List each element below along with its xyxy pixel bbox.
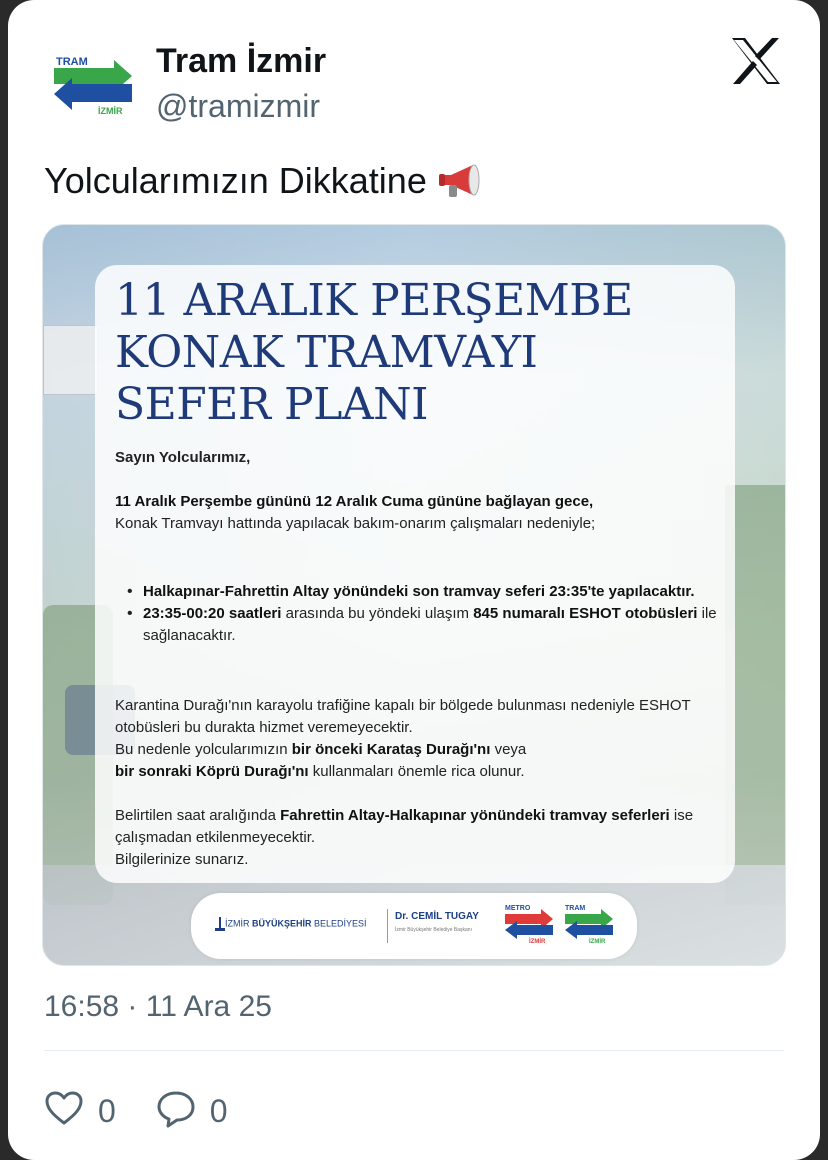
avatar-bottom-text: İZMİR: [98, 106, 123, 114]
bullet2-bold-b: 845 numaralı ESHOT otobüsleri: [473, 605, 698, 622]
avatar-top-text: TRAM: [56, 56, 88, 68]
x-logo-icon[interactable]: [730, 36, 782, 86]
announcement-paragraph-3: [115, 805, 715, 871]
ibb-prefix: İZMİR: [225, 918, 252, 929]
account-handle[interactable]: @tramizmir: [156, 88, 321, 124]
bullet-item-2: [127, 603, 717, 647]
p3-c: Bilgilerinize sunarız.: [115, 851, 249, 868]
tram-logo-top-text: TRAM: [565, 905, 586, 912]
reply-button[interactable]: [156, 1089, 228, 1134]
avatar[interactable]: [52, 52, 134, 114]
metro-logo-bottom-text: İZMİR: [529, 939, 546, 943]
bullet2-end: ile sağlanacaktır.: [143, 605, 717, 644]
p2-b: Bu nedenle yolcularımızın: [115, 741, 292, 758]
title-line-2: KONAK TRAMVAYI: [115, 327, 538, 378]
tweet-text-content: Yolcularımızın Dikkatine: [44, 160, 427, 201]
reply-count: 0: [209, 1092, 228, 1129]
ibb-bold: BÜYÜKŞEHİR: [252, 918, 312, 929]
speech-bubble-icon: [156, 1089, 196, 1134]
p1-rest: Konak Tramvayı hattında yapılacak bakım-onarım çalışmaları nedeniyle;: [115, 515, 596, 532]
logo-divider: [387, 909, 388, 943]
announcement-bullets: [127, 581, 717, 647]
p2-bold-b: bir sonraki Köprü Durağı'nı: [115, 763, 309, 780]
sponsor-logo-strip: [191, 893, 637, 959]
ibb-logo: [215, 917, 367, 931]
tweet-image[interactable]: [42, 224, 786, 966]
p3-bold: Fahrettin Altay-Halkapınar yönündeki tramvay seferleri: [280, 807, 670, 824]
p1-bold: 11 Aralık Perşembe gününü 12 Aralık Cuma gününe bağlayan gece,: [115, 493, 594, 510]
announcement-paragraph-1: [115, 491, 715, 535]
p2-d: kullanmaları önemle rica olunur.: [308, 763, 525, 780]
divider: [44, 1050, 784, 1051]
tweet-text: [44, 160, 483, 202]
heart-icon: [44, 1089, 84, 1134]
like-count: 0: [98, 1092, 116, 1129]
mayor-title: İzmir Büyükşehir Belediye Başkanı: [395, 927, 472, 933]
tweet-card: [8, 0, 820, 1160]
title-line-1: 11 ARALIK PERŞEMBE: [115, 275, 633, 326]
account-name[interactable]: Tram İzmir: [156, 42, 327, 80]
bullet2-mid: arasında bu yöndeki ulaşım: [281, 605, 474, 622]
ibb-suffix: BELEDİYESİ: [311, 918, 367, 929]
tweet-header: [8, 0, 820, 140]
tweet-actions: [44, 1086, 268, 1136]
background-building: [43, 325, 98, 395]
announcement-title: [115, 275, 715, 431]
tram-logo-bottom-text: İZMİR: [589, 939, 606, 943]
metro-logo-top-text: METRO: [505, 905, 531, 912]
p2-a: Karantina Durağı'nın karayolu trafiğine kapalı bir bölgede bulunması nedeniyle ESHOT otobüsleri bu durakta hizmet veremeyecektir.: [115, 697, 691, 736]
p3-b: ise çalışmadan etkilenmeyecektir.: [115, 807, 694, 846]
p2-bold-a: bir önceki Karataş Durağı'nı: [291, 741, 491, 758]
megaphone-icon: [437, 161, 483, 201]
tram-izmir-logo: [563, 903, 615, 943]
like-button[interactable]: [44, 1089, 116, 1134]
bullet2-bold-a: 23:35-00:20 saatleri: [143, 605, 282, 622]
tweet-timestamp[interactable]: 16:58 · 11 Ara 25: [44, 990, 272, 1023]
p2-c: veya: [490, 741, 527, 758]
announcement-greeting: Sayın Yolcularımız,: [115, 449, 251, 466]
metro-izmir-logo: [503, 903, 555, 943]
ibb-emblem-icon: [215, 917, 225, 931]
bullet-item-1: [127, 581, 717, 603]
bullet1-bold: Halkapınar-Fahrettin Altay yönündeki son tramvay seferi 23:35'te yapılacaktır.: [143, 583, 695, 600]
mayor-name: Dr. CEMİL TUGAY: [395, 911, 479, 922]
p3-a: Belirtilen saat aralığında: [115, 807, 281, 824]
title-line-3: SEFER PLANI: [115, 379, 429, 430]
announcement-paragraph-2: [115, 695, 715, 783]
